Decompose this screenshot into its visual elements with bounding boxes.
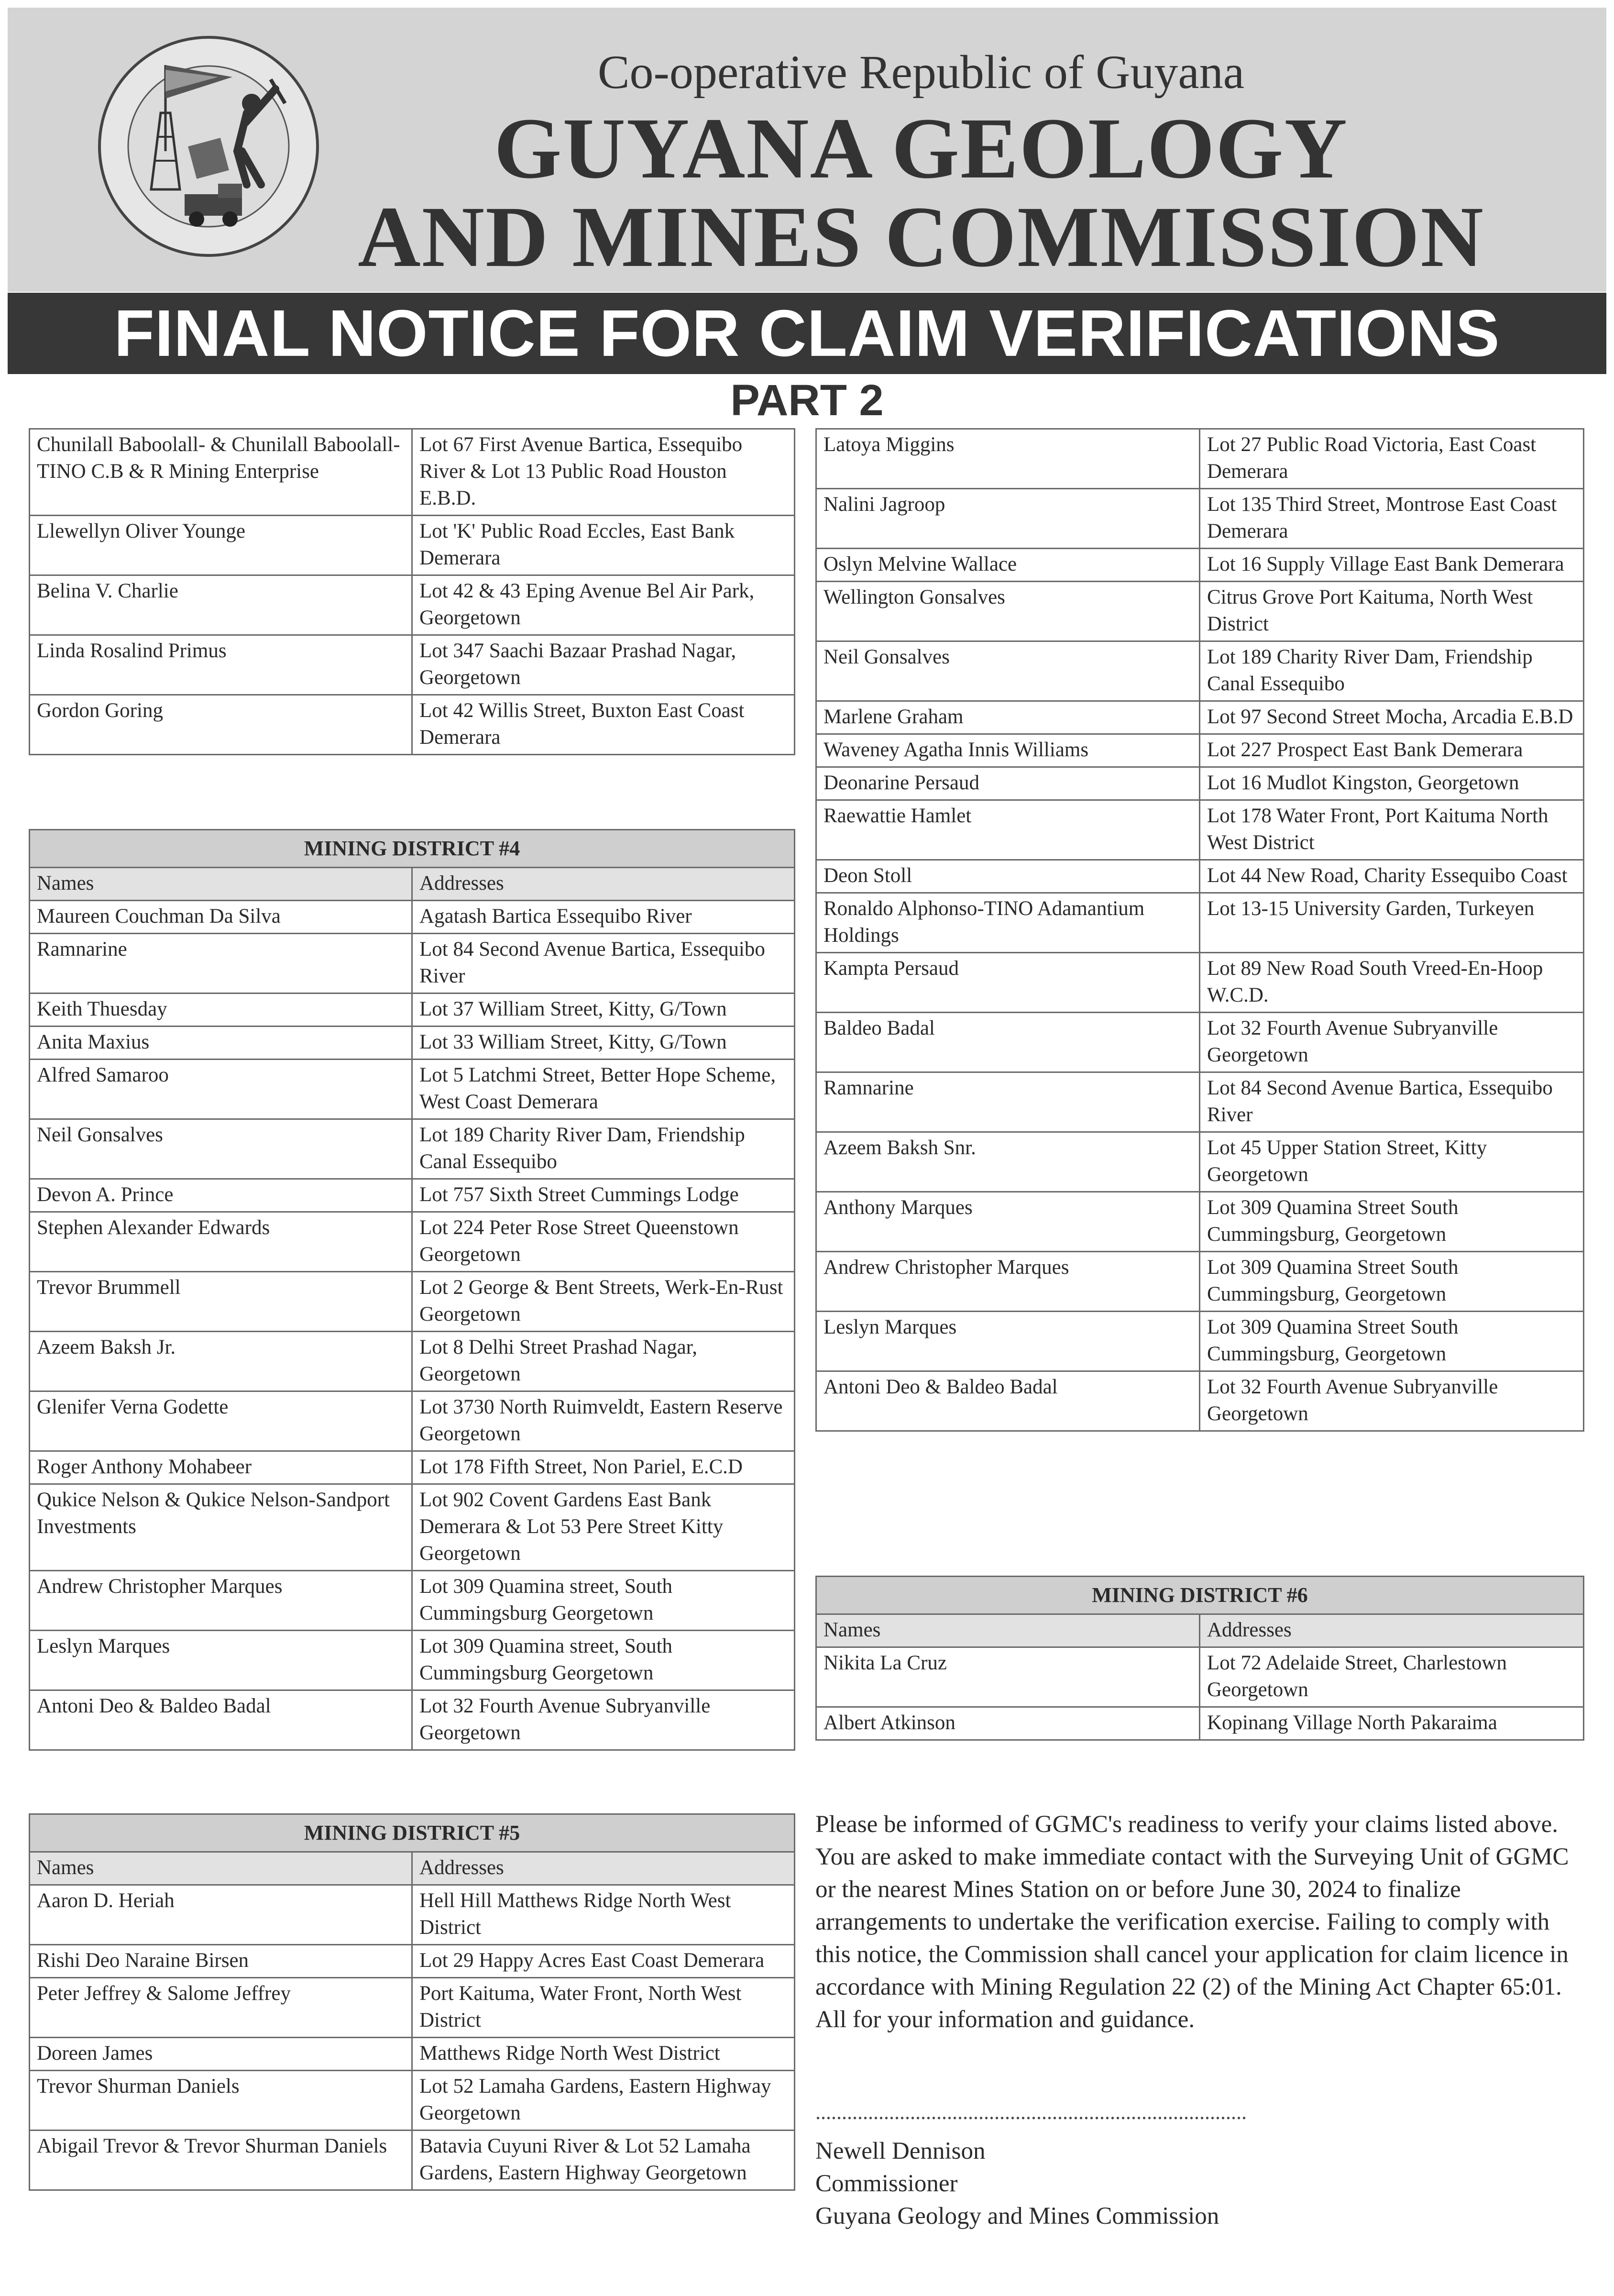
claimant-name: Deon Stoll [816, 860, 1200, 893]
claimant-name: Doreen James [30, 2038, 412, 2071]
column-header-addresses: Addresses [412, 868, 795, 901]
column-header-names: Names [816, 1614, 1200, 1647]
claimant-name: Andrew Christopher Marques [30, 1571, 412, 1631]
claimant-name: Linda Rosalind Primus [30, 635, 412, 695]
claimant-address: Lot 67 First Avenue Bartica, Essequibo River & Lot 13 Public Road Houston E.B.D. [412, 429, 795, 516]
claimant-name: Nalini Jagroop [816, 489, 1200, 549]
mining-district-4-table [29, 829, 795, 1751]
claimant-address: Lot 227 Prospect East Bank Demerara [1200, 734, 1584, 767]
claimant-name: Qukice Nelson & Qukice Nelson-Sandport Investments [30, 1484, 412, 1571]
table-row [30, 1212, 795, 1272]
claimant-address: Lot 757 Sixth Street Cummings Lodge [412, 1179, 795, 1212]
claimant-name: Antoni Deo & Baldeo Badal [30, 1690, 412, 1750]
table-row [816, 1707, 1584, 1740]
district-4-title: MINING DISTRICT #4 [30, 830, 795, 868]
table-row [30, 1945, 795, 1978]
table-row [30, 1690, 795, 1750]
claimant-address: Lot 42 & 43 Eping Avenue Bel Air Park, Georgetown [412, 575, 795, 635]
claimant-address: Lot 37 William Street, Kitty, G/Town [412, 993, 795, 1027]
table-row [816, 1312, 1584, 1371]
claimant-address: Port Kaituma, Water Front, North West District [412, 1978, 795, 2038]
claimant-address: Lot 13-15 University Garden, Turkeyen [1200, 893, 1584, 953]
org-title-line-2: AND MINES COMMISSION [358, 189, 1484, 285]
claimant-name: Neil Gonsalves [30, 1119, 412, 1179]
table-row [816, 549, 1584, 582]
claimant-name: Antoni Deo & Baldeo Badal [816, 1371, 1200, 1431]
claimant-address: Lot 32 Fourth Avenue Subryanville Georgetown [412, 1690, 795, 1750]
claimant-address: Lot 'K' Public Road Eccles, East Bank Demerara [412, 516, 795, 575]
table-row [816, 893, 1584, 953]
table-row [30, 1119, 795, 1179]
claimant-address: Lot 72 Adelaide Street, Charlestown Georgetown [1200, 1647, 1584, 1707]
notice-closing: All for your information and guidance. [815, 2006, 1195, 2033]
claims-table-top-right [815, 428, 1584, 1432]
column-header-names: Names [30, 1852, 412, 1885]
claimant-name: Devon A. Prince [30, 1179, 412, 1212]
claimant-name: Baldeo Badal [816, 1013, 1200, 1072]
signatory-name: Newell Dennison [815, 2138, 986, 2164]
table-row [30, 575, 795, 635]
claimant-name: Nikita La Cruz [816, 1647, 1200, 1707]
column-header-names: Names [30, 868, 412, 901]
claimant-address: Lot 2 George & Bent Streets, Werk-En-Rust Georgetown [412, 1272, 795, 1332]
claimant-name: Azeem Baksh Jr. [30, 1332, 412, 1391]
claimant-name: Maureen Couchman Da Silva [30, 901, 412, 934]
claimant-name: Azeem Baksh Snr. [816, 1132, 1200, 1192]
table-row [816, 1072, 1584, 1132]
ggmc-seal-icon [94, 32, 323, 261]
district-6-title: MINING DISTRICT #6 [816, 1577, 1584, 1614]
claimant-address: Lot 84 Second Avenue Bartica, Essequibo River [1200, 1072, 1584, 1132]
notice-banner: FINAL NOTICE FOR CLAIM VERIFICATIONS [8, 293, 1606, 374]
claimant-name: Kampta Persaud [816, 953, 1200, 1013]
table-row [30, 1179, 795, 1212]
claimant-address: Lot 45 Upper Station Street, Kitty Georgetown [1200, 1132, 1584, 1192]
signature-line: .................................................................................. [815, 2100, 1247, 2124]
claimant-address: Lot 33 William Street, Kitty, G/Town [412, 1027, 795, 1060]
claimant-address: Lot 97 Second Street Mocha, Arcadia E.B.D [1200, 701, 1584, 734]
table-row [30, 1332, 795, 1391]
table-row [816, 1252, 1584, 1312]
table-row [30, 1571, 795, 1631]
republic-line: Co-operative Republic of Guyana [597, 45, 1245, 99]
table-row [816, 489, 1584, 549]
claimant-name: Leslyn Marques [30, 1631, 412, 1690]
mining-district-6-table [815, 1576, 1584, 1741]
claimant-name: Albert Atkinson [816, 1707, 1200, 1740]
claimant-name: Rishi Deo Naraine Birsen [30, 1945, 412, 1978]
claimant-address: Lot 3730 North Ruimveldt, Eastern Reserve Georgetown [412, 1391, 795, 1451]
district-5-title: MINING DISTRICT #5 [30, 1814, 795, 1852]
claimant-address: Lot 224 Peter Rose Street Queenstown Georgetown [412, 1212, 795, 1272]
table-row [30, 1885, 795, 1945]
claimant-name: Raewattie Hamlet [816, 800, 1200, 860]
claimant-name: Neil Gonsalves [816, 641, 1200, 701]
claimant-name: Waveney Agatha Innis Williams [816, 734, 1200, 767]
claimant-name: Ramnarine [816, 1072, 1200, 1132]
claimant-name: Leslyn Marques [816, 1312, 1200, 1371]
claimant-name: Chunilall Baboolall- & Chunilall Baboolall-TINO C.B & R Mining Enterprise [30, 429, 412, 516]
claimant-name: Aaron D. Heriah [30, 1885, 412, 1945]
claimant-name: Peter Jeffrey & Salome Jeffrey [30, 1978, 412, 2038]
table-row [30, 1978, 795, 2038]
claimant-address: Lot 89 New Road South Vreed-En-Hoop W.C.D. [1200, 953, 1584, 1013]
claimant-address: Lot 5 Latchmi Street, Better Hope Scheme, West Coast Demerara [412, 1060, 795, 1119]
claimant-address: Lot 309 Quamina Street South Cummingsburg, Georgetown [1200, 1252, 1584, 1312]
claimant-name: Deonarine Persaud [816, 767, 1200, 800]
claimant-name: Marlene Graham [816, 701, 1200, 734]
claimant-address: Lot 16 Mudlot Kingston, Georgetown [1200, 767, 1584, 800]
column-header-addresses: Addresses [412, 1852, 795, 1885]
claimant-name: Gordon Goring [30, 695, 412, 755]
table-row [30, 1484, 795, 1571]
table-row [30, 1391, 795, 1451]
table-row [816, 1192, 1584, 1252]
claimant-address: Lot 29 Happy Acres East Coast Demerara [412, 1945, 795, 1978]
table-row [30, 429, 795, 516]
claimant-name: Belina V. Charlie [30, 575, 412, 635]
table-row [816, 860, 1584, 893]
claimant-name: Keith Thuesday [30, 993, 412, 1027]
table-row [30, 1631, 795, 1690]
claimant-address: Lot 309 Quamina Street South Cummingsburg, Georgetown [1200, 1312, 1584, 1371]
claimant-address: Lot 309 Quamina street, South Cummingsburg Georgetown [412, 1631, 795, 1690]
org-title-line-1: GUYANA GEOLOGY [494, 100, 1348, 197]
table-row [30, 993, 795, 1027]
table-row [30, 1027, 795, 1060]
claimant-address: Kopinang Village North Pakaraima [1200, 1707, 1584, 1740]
table-row [30, 695, 795, 755]
part-label: PART 2 [730, 376, 884, 425]
claimant-address: Lot 44 New Road, Charity Essequibo Coast [1200, 860, 1584, 893]
claimant-name: Ronaldo Alphonso-TINO Adamantium Holdings [816, 893, 1200, 953]
table-row [816, 1013, 1584, 1072]
claimant-address: Batavia Cuyuni River & Lot 52 Lamaha Gardens, Eastern Highway Georgetown [412, 2130, 795, 2190]
claimant-name: Oslyn Melvine Wallace [816, 549, 1200, 582]
claimant-address: Lot 902 Covent Gardens East Bank Demerara & Lot 53 Pere Street Kitty Georgetown [412, 1484, 795, 1571]
claimant-address: Lot 84 Second Avenue Bartica, Essequibo River [412, 934, 795, 993]
table-row [816, 429, 1584, 489]
table-row [30, 2038, 795, 2071]
claimant-name: Trevor Shurman Daniels [30, 2071, 412, 2130]
claimant-name: Wellington Gonsalves [816, 582, 1200, 641]
notice-paragraph: Please be informed of GGMC's readiness to verify your claims listed above. You are asked to make immediate contact with the Surveying Unit of GGMC or the nearest Mines Station on or before June 30, 2024 to finalize arrangements to undertake the verification exercise. Failing to comply with this notice, the Commission shall cancel your application for claim licence in accordance with Mining Regulation 22 (2) of the Mining Act Chapter 65:01. [815, 1811, 1569, 2000]
claimant-address: Lot 16 Supply Village East Bank Demerara [1200, 549, 1584, 582]
claimant-address: Lot 189 Charity River Dam, Friendship Canal Essequibo [1200, 641, 1584, 701]
table-row [816, 800, 1584, 860]
table-row [30, 1060, 795, 1119]
signatory-organization: Guyana Geology and Mines Commission [815, 2203, 1219, 2230]
claimant-name: Stephen Alexander Edwards [30, 1212, 412, 1272]
claimant-name: Llewellyn Oliver Younge [30, 516, 412, 575]
table-row [816, 953, 1584, 1013]
claimant-address: Lot 27 Public Road Victoria, East Coast Demerara [1200, 429, 1584, 489]
table-row [30, 934, 795, 993]
claimant-name: Trevor Brummell [30, 1272, 412, 1332]
notice-text [815, 1808, 1590, 2036]
table-row [816, 767, 1584, 800]
table-row [30, 516, 795, 575]
claimant-name: Anita Maxius [30, 1027, 412, 1060]
claimant-address: Citrus Grove Port Kaituma, North West District [1200, 582, 1584, 641]
mining-district-5-table [29, 1813, 795, 2191]
table-row [816, 734, 1584, 767]
claimant-address: Lot 32 Fourth Avenue Subryanville Georgetown [1200, 1013, 1584, 1072]
table-row [816, 641, 1584, 701]
claimant-address: Agatash Bartica Essequibo River [412, 901, 795, 934]
claimant-name: Abigail Trevor & Trevor Shurman Daniels [30, 2130, 412, 2190]
claimant-address: Lot 135 Third Street, Montrose East Coast Demerara [1200, 489, 1584, 549]
claimant-address: Lot 189 Charity River Dam, Friendship Canal Essequibo [412, 1119, 795, 1179]
table-row [30, 1272, 795, 1332]
claimant-name: Roger Anthony Mohabeer [30, 1451, 412, 1484]
signatory-title: Commissioner [815, 2170, 958, 2197]
claimant-address: Lot 178 Water Front, Port Kaituma North West District [1200, 800, 1584, 860]
table-row [816, 1132, 1584, 1192]
table-row [816, 582, 1584, 641]
table-row [30, 635, 795, 695]
claimant-address: Lot 8 Delhi Street Prashad Nagar, Georgetown [412, 1332, 795, 1391]
claimant-address: Hell Hill Matthews Ridge North West District [412, 1885, 795, 1945]
table-row [816, 1647, 1584, 1707]
claimant-address: Lot 309 Quamina Street South Cummingsburg, Georgetown [1200, 1192, 1584, 1252]
table-row [816, 701, 1584, 734]
column-header-addresses: Addresses [1200, 1614, 1584, 1647]
claimant-name: Andrew Christopher Marques [816, 1252, 1200, 1312]
table-row [30, 2071, 795, 2130]
claimant-name: Latoya Miggins [816, 429, 1200, 489]
table-row [30, 2130, 795, 2190]
claimant-name: Glenifer Verna Godette [30, 1391, 412, 1451]
claimant-name: Alfred Samaroo [30, 1060, 412, 1119]
claimant-address: Lot 52 Lamaha Gardens, Eastern Highway Georgetown [412, 2071, 795, 2130]
masthead [8, 8, 1606, 292]
claimant-address: Lot 178 Fifth Street, Non Pariel, E.C.D [412, 1451, 795, 1484]
claimant-address: Lot 42 Willis Street, Buxton East Coast Demerara [412, 695, 795, 755]
table-row [30, 901, 795, 934]
table-row [30, 1451, 795, 1484]
claims-table-top-left [29, 428, 795, 755]
table-row [816, 1371, 1584, 1431]
claimant-address: Lot 309 Quamina street, South Cummingsburg Georgetown [412, 1571, 795, 1631]
claimant-address: Lot 32 Fourth Avenue Subryanville Georgetown [1200, 1371, 1584, 1431]
claimant-name: Ramnarine [30, 934, 412, 993]
claimant-address: Lot 347 Saachi Bazaar Prashad Nagar, Georgetown [412, 635, 795, 695]
claimant-address: Matthews Ridge North West District [412, 2038, 795, 2071]
claimant-name: Anthony Marques [816, 1192, 1200, 1252]
